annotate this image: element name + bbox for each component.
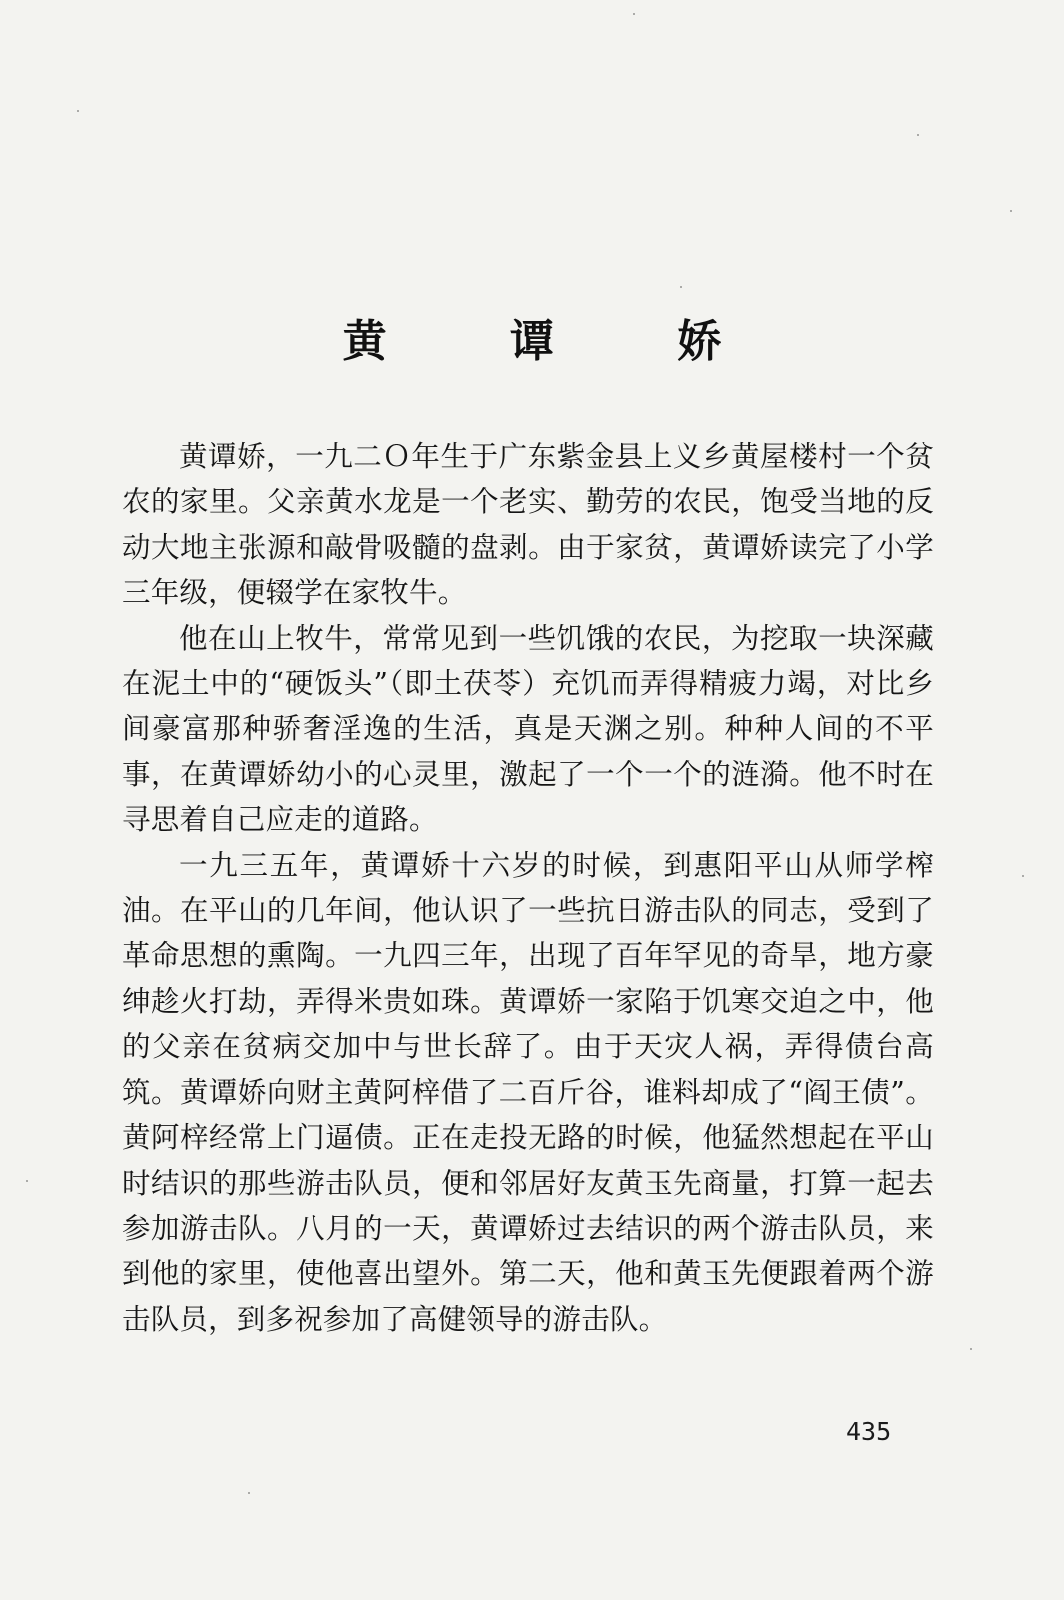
paper-speck — [1022, 875, 1024, 877]
paragraph-1: 黄谭娇，一九二Ｏ年生于广东紫金县上义乡黄屋楼村一个贫农的家里。父亲黄水龙是一个老实、勤劳的农民，饱受当地的反动大地主张源和敲骨吸髓的盘剥。由于家贫，黄谭娇读完了小学三年级，便辍学在家牧牛。 — [122, 440, 934, 610]
paper-speck — [917, 134, 919, 136]
body-text — [122, 434, 934, 1342]
paper-speck — [77, 110, 79, 112]
page-title: 黄 谭 娇 — [342, 316, 776, 367]
paper-speck — [970, 1348, 972, 1350]
paper-speck — [633, 13, 635, 15]
paper-speck — [26, 1180, 28, 1182]
paper-speck — [248, 1492, 250, 1494]
paper-speck — [1010, 210, 1012, 212]
paragraph-2: 他在山上牧牛，常常见到一些饥饿的农民，为挖取一块深藏在泥土中的“硬饭头”（即土茯苓）充饥而弄得精疲力竭，对比乡间豪富那种骄奢淫逸的生活，真是天渊之别。种种人间的不平事，在黄谭娇幼小的心灵里，激起了一个一个的涟漪。他不时在寻思着自己应走的道路。 — [122, 621, 934, 837]
paper-speck — [680, 286, 682, 288]
page-number: 435 — [846, 1417, 892, 1446]
paragraph-3: 一九三五年，黄谭娇十六岁的时候，到惠阳平山从师学榨油。在平山的几年间，他认识了一些抗日游击队的同志，受到了革命思想的熏陶。一九四三年，出现了百年罕见的奇旱，地方豪绅趁火打劫，弄得米贵如珠。黄谭娇一家陷于饥寒交迫之中，他的父亲在贫病交加中与世长辞了。由于天灾人祸，弄得债台高筑。黄谭娇向财主黄阿梓借了二百斤谷，谁料却成了“阎王债”。黄阿梓经常上门逼债。正在走投无路的时候，他猛然想起在平山时结识的那些游击队员，便和邻居好友黄玉先商量，打算一起去参加游击队。八月的一天，黄谭娇过去结识的两个游击队员，来到他的家里，使他喜出望外。第二天，他和黄玉先便跟着两个游击队员，到多祝参加了高健领导的游击队。 — [122, 848, 934, 1336]
